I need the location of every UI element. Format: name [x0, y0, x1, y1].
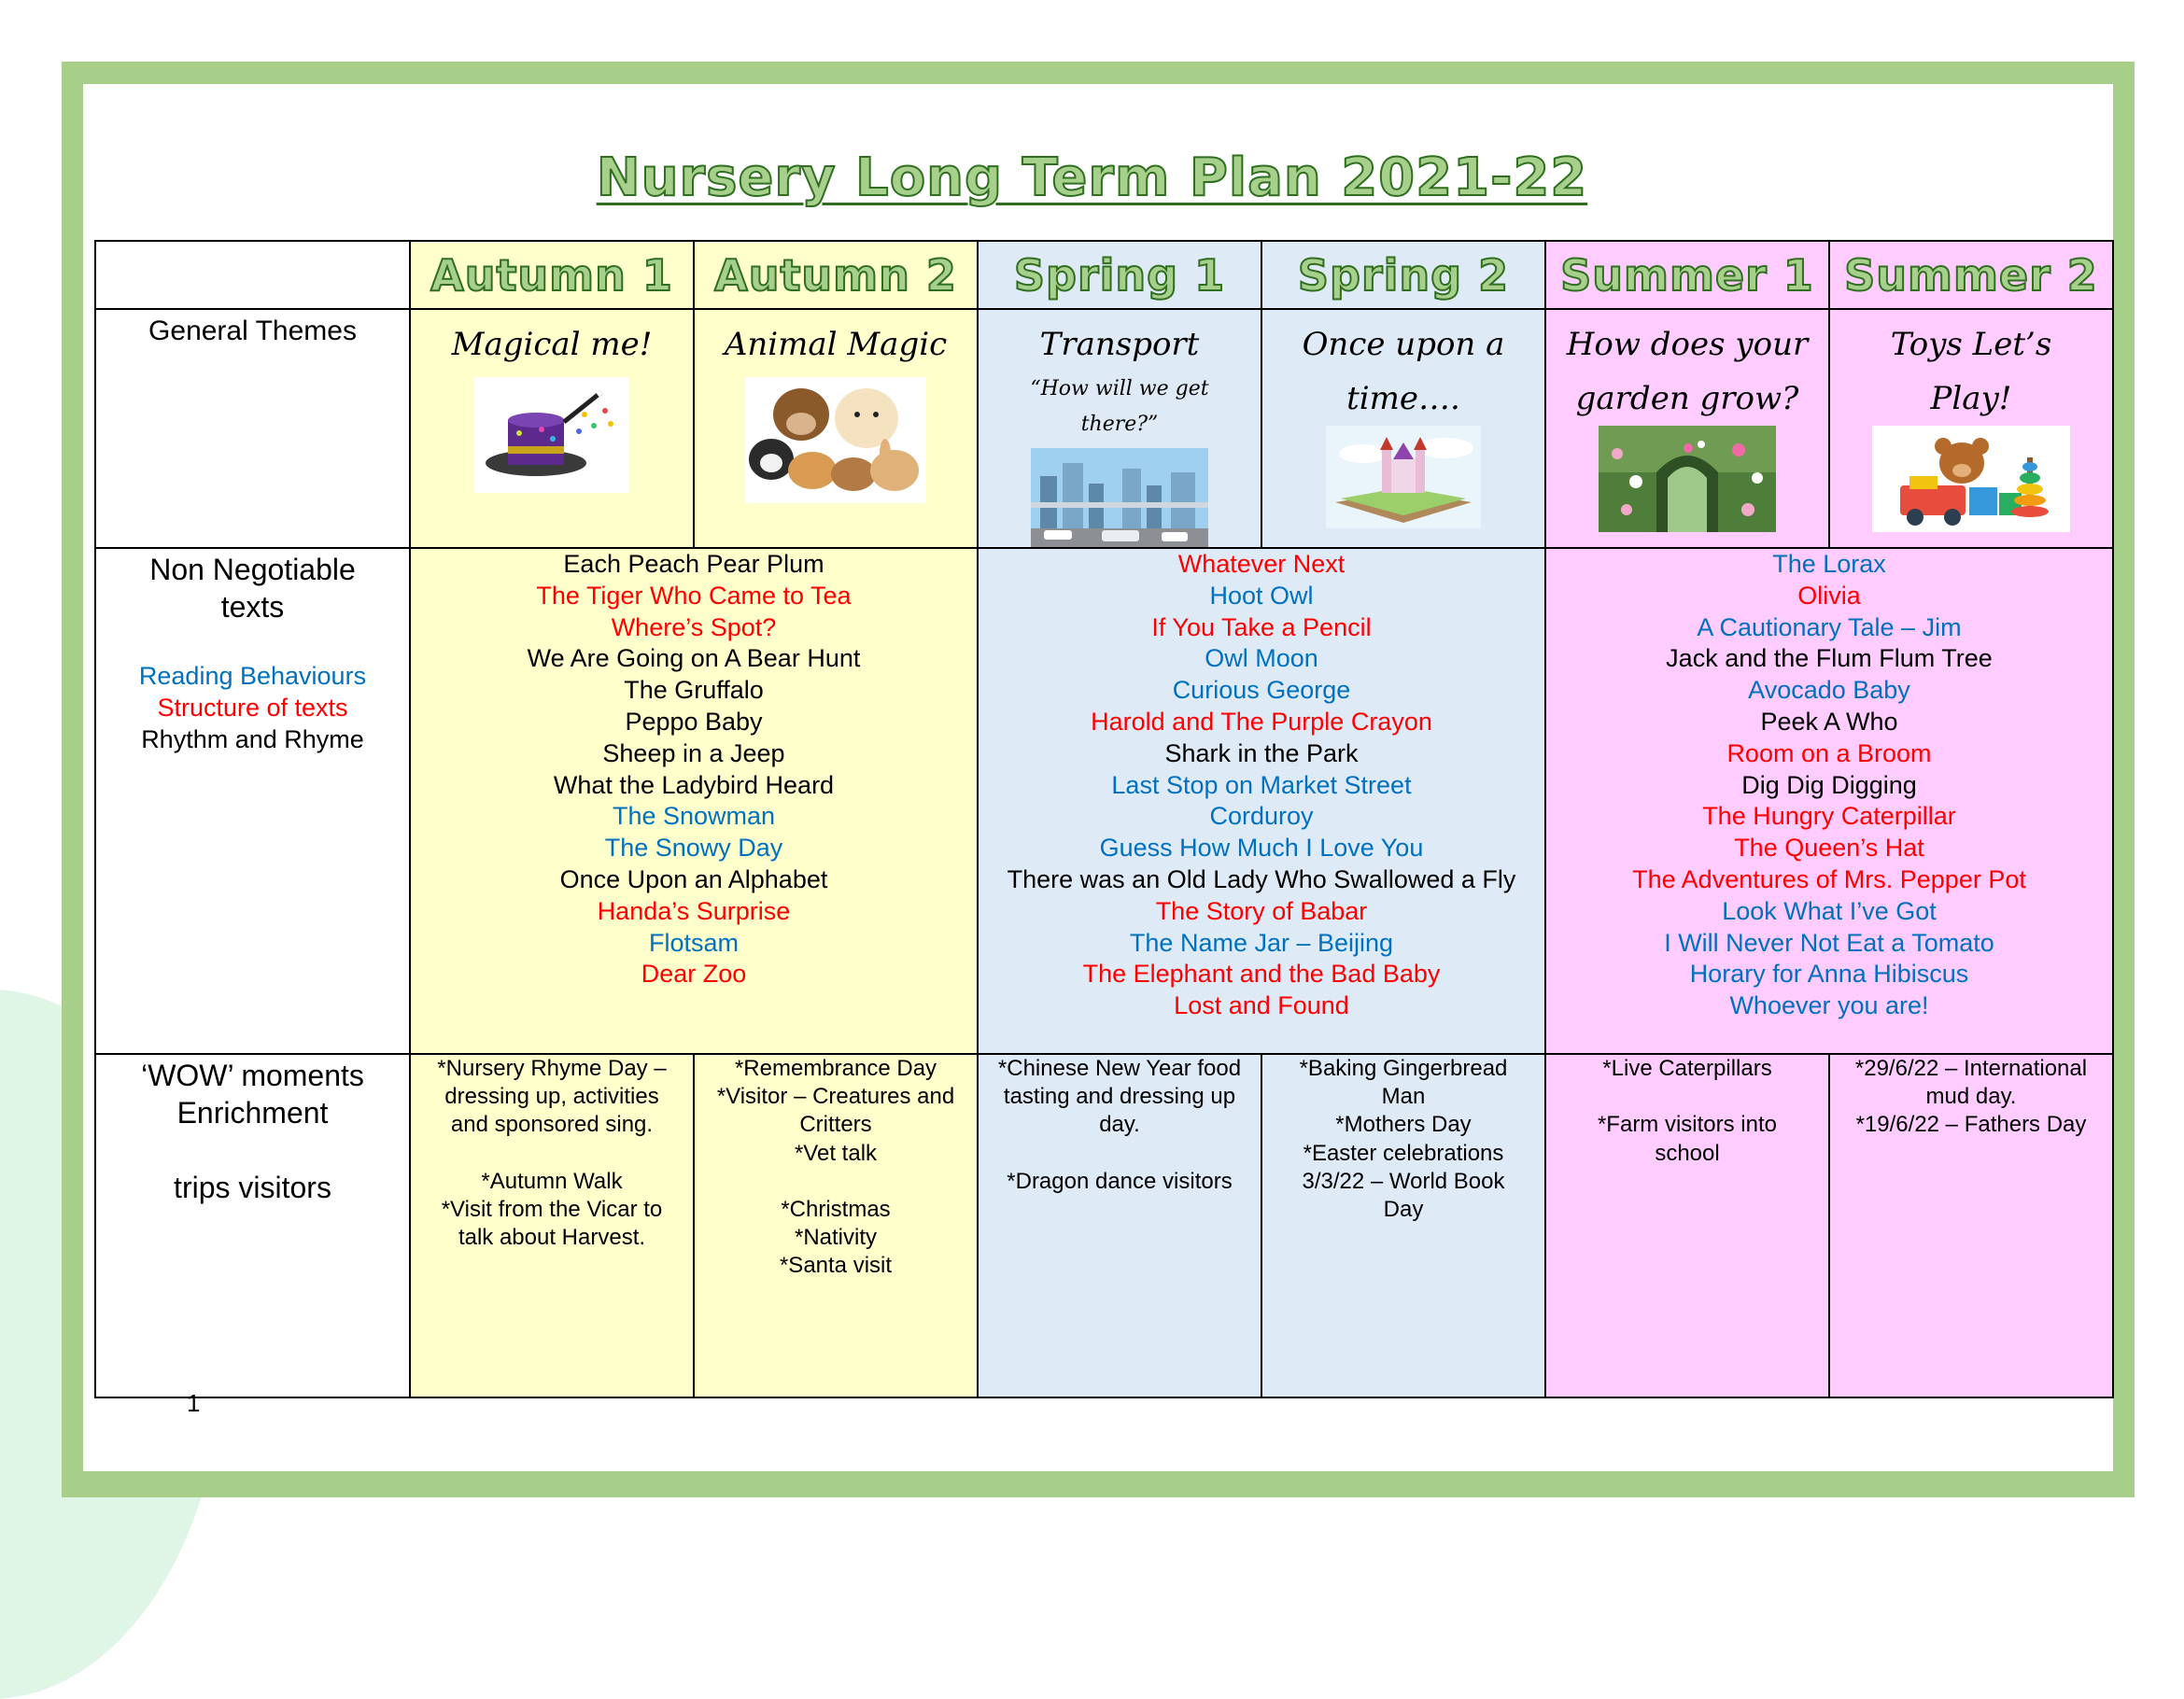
theme-subtitle: “How will we get there?” [1030, 377, 1209, 436]
term-header-summer-1: Summer 1 [1545, 241, 1829, 309]
wow-line: *Farm visitors into [1597, 1112, 1778, 1138]
theme-cell-spring-2 [1261, 309, 1545, 548]
wow-line: *Nativity [794, 1225, 878, 1251]
city-transport-image [1031, 448, 1208, 547]
wow-line: and sponsored sing. [450, 1112, 654, 1138]
texts-row [95, 548, 2113, 1054]
book-title: A Cautionary Tale – Jim [1697, 612, 1962, 641]
term-header-autumn-2: Autumn 2 [694, 241, 978, 309]
page-title: Nursery Long Term Plan 2021-22 [596, 147, 1588, 208]
wow-line [695, 1168, 977, 1196]
book-title: Lost and Found [1174, 991, 1349, 1020]
garden-arch-image [1599, 426, 1776, 532]
theme-title: Magical me! [451, 326, 653, 363]
texts-summer [1545, 548, 2113, 1054]
theme-cell-summer-1 [1545, 309, 1829, 548]
book-title: The Snowy Day [604, 834, 783, 863]
corner-cell [95, 241, 410, 309]
book-title: Whoever you are! [1729, 991, 1929, 1020]
key-structure-of-texts: Structure of texts [157, 693, 348, 722]
term-header-row [95, 241, 2113, 309]
book-title: Where’s Spot? [611, 612, 777, 641]
wow-line [411, 1140, 693, 1168]
long-term-plan-table [94, 240, 2114, 1398]
magic-hat-image [474, 377, 629, 493]
book-title: Whatever Next [1177, 550, 1346, 578]
theme-title: How does your garden grow? [1566, 326, 1809, 417]
book-title: Each Peach Pear Plum [563, 550, 824, 578]
book-title: Handa’s Surprise [597, 896, 791, 925]
theme-cell-autumn-1 [410, 309, 694, 548]
book-title: We Are Going on A Bear Hunt [527, 644, 861, 673]
row-label-wow-line2: Enrichment [176, 1096, 329, 1130]
book-title: The Name Jar – Beijing [1129, 928, 1394, 957]
wow-line: dressing up, activities [444, 1084, 659, 1110]
book-title: Harold and The Purple Crayon [1091, 707, 1432, 736]
wow-line: *Visit from the Vicar to [441, 1197, 663, 1223]
key-rhythm-and-rhyme: Rhythm and Rhyme [141, 724, 364, 753]
wow-line: school [1655, 1140, 1720, 1166]
row-label-wow-line3: trips visitors [174, 1171, 331, 1204]
wow-summer-1 [1545, 1054, 1829, 1397]
wow-spring-1 [978, 1054, 1261, 1397]
theme-cell-summer-2 [1829, 309, 2113, 548]
book-title: Peppo Baby [625, 707, 763, 736]
book-title: The Elephant and the Bad Baby [1082, 960, 1441, 989]
book-title: Avocado Baby [1748, 676, 1910, 705]
wow-line: *Live Caterpillars [1602, 1056, 1772, 1081]
book-title: Dig Dig Digging [1741, 770, 1917, 799]
theme-title: Once upon a time…. [1302, 326, 1505, 417]
wow-line: *Chinese New Year food [997, 1056, 1242, 1081]
wow-line: *Autumn Walk [481, 1168, 623, 1194]
book-title: The Snowman [612, 802, 776, 831]
wow-line: tasting and dressing up [1003, 1084, 1236, 1110]
wow-line: *Christmas [781, 1197, 891, 1223]
page-number: 1 [187, 1389, 201, 1417]
wow-line: 3/3/22 – World Book [1302, 1168, 1505, 1194]
book-title: Jack and the Flum Flum Tree [1666, 644, 1993, 673]
book-title: Once Upon an Alphabet [559, 864, 828, 893]
book-title: Horary for Anna Hibiscus [1689, 960, 1969, 989]
book-title: Last Stop on Market Street [1111, 770, 1412, 799]
book-title: Peek A Who [1760, 707, 1898, 736]
wow-line: *Vet talk [794, 1140, 878, 1166]
wow-line: *19/6/22 – Fathers Day [1855, 1112, 2087, 1138]
theme-cell-autumn-2 [694, 309, 978, 548]
wow-row [95, 1054, 2113, 1397]
book-title: Owl Moon [1205, 644, 1318, 673]
book-title: The Adventures of Mrs. Pepper Pot [1632, 864, 2026, 893]
book-title: The Tiger Who Came to Tea [536, 581, 852, 610]
book-title: The Queen’s Hat [1734, 834, 1924, 863]
row-label-texts-line1: Non Negotiable [149, 553, 356, 586]
wow-line: *Remembrance Day [734, 1056, 937, 1081]
wow-line: *Nursery Rhyme Day – [437, 1056, 667, 1081]
toys-image [1872, 426, 2070, 532]
wow-autumn-1 [410, 1054, 694, 1397]
wow-autumn-2 [694, 1054, 978, 1397]
wow-summer-2 [1829, 1054, 2113, 1397]
wow-line: *Visitor – Creatures and [716, 1084, 955, 1110]
wow-line: *Dragon dance visitors [1007, 1168, 1233, 1194]
row-label-themes: General Themes [95, 309, 410, 548]
key-reading-behaviours: Reading Behaviours [138, 662, 367, 690]
theme-cell-spring-1 [978, 309, 1261, 548]
themes-row [95, 309, 2113, 548]
book-title: Sheep in a Jeep [602, 738, 785, 767]
book-title: The Gruffalo [624, 676, 764, 705]
wow-line: day. [1099, 1112, 1140, 1138]
term-header-spring-1: Spring 1 [978, 241, 1261, 309]
wow-line: *Santa visit [779, 1253, 893, 1279]
book-title: There was an Old Lady Who Swallowed a Fly [1007, 864, 1516, 893]
row-label-wow [95, 1054, 410, 1397]
book-title: If You Take a Pencil [1151, 612, 1372, 641]
theme-title: Animal Magic [724, 326, 948, 363]
book-title: Flotsam [648, 928, 740, 957]
wow-line: *29/6/22 – International [1854, 1056, 2088, 1081]
texts-autumn [410, 548, 978, 1054]
term-header-summer-2: Summer 2 [1829, 241, 2113, 309]
book-title: What the Ladybird Heard [553, 770, 835, 799]
texts-spring [978, 548, 1545, 1054]
storybook-castle-image [1326, 426, 1481, 528]
wow-line: *Mothers Day [1335, 1112, 1472, 1138]
row-label-texts-line2: texts [220, 590, 285, 624]
animals-image [745, 377, 926, 503]
wow-line: Day [1383, 1197, 1424, 1223]
term-header-spring-2: Spring 2 [1261, 241, 1545, 309]
wow-spring-2 [1261, 1054, 1545, 1397]
book-title: Room on a Broom [1726, 738, 1932, 767]
book-title: The Hungry Caterpillar [1702, 802, 1956, 831]
wow-line [979, 1140, 1261, 1168]
wow-line: mud day. [1925, 1084, 2017, 1110]
wow-line: Critters [799, 1112, 872, 1138]
book-title: Look What I’ve Got [1722, 896, 1937, 925]
row-label-texts [95, 548, 410, 1054]
theme-title: Transport [1039, 326, 1200, 363]
wow-line [1546, 1083, 1828, 1111]
wow-line: talk about Harvest. [458, 1225, 646, 1251]
book-title: Shark in the Park [1164, 738, 1359, 767]
book-title: I Will Never Not Eat a Tomato [1664, 928, 1994, 957]
theme-title: Toys Let’s Play! [1890, 326, 2052, 417]
wow-line: Man [1381, 1084, 1426, 1110]
book-title: Dear Zoo [641, 960, 747, 989]
row-label-wow-line1: ‘WOW’ moments [141, 1059, 364, 1092]
book-title: Curious George [1172, 676, 1351, 705]
book-title: Guess How Much I Love You [1099, 834, 1424, 863]
book-title: Hoot Owl [1209, 581, 1314, 610]
book-title: The Lorax [1772, 550, 1886, 578]
wow-line: *Baking Gingerbread [1299, 1056, 1508, 1081]
book-title: Corduroy [1209, 802, 1314, 831]
book-title: The Story of Babar [1155, 896, 1368, 925]
book-title: Olivia [1797, 581, 1861, 610]
term-header-autumn-1: Autumn 1 [410, 241, 694, 309]
wow-line: *Easter celebrations [1303, 1140, 1504, 1166]
